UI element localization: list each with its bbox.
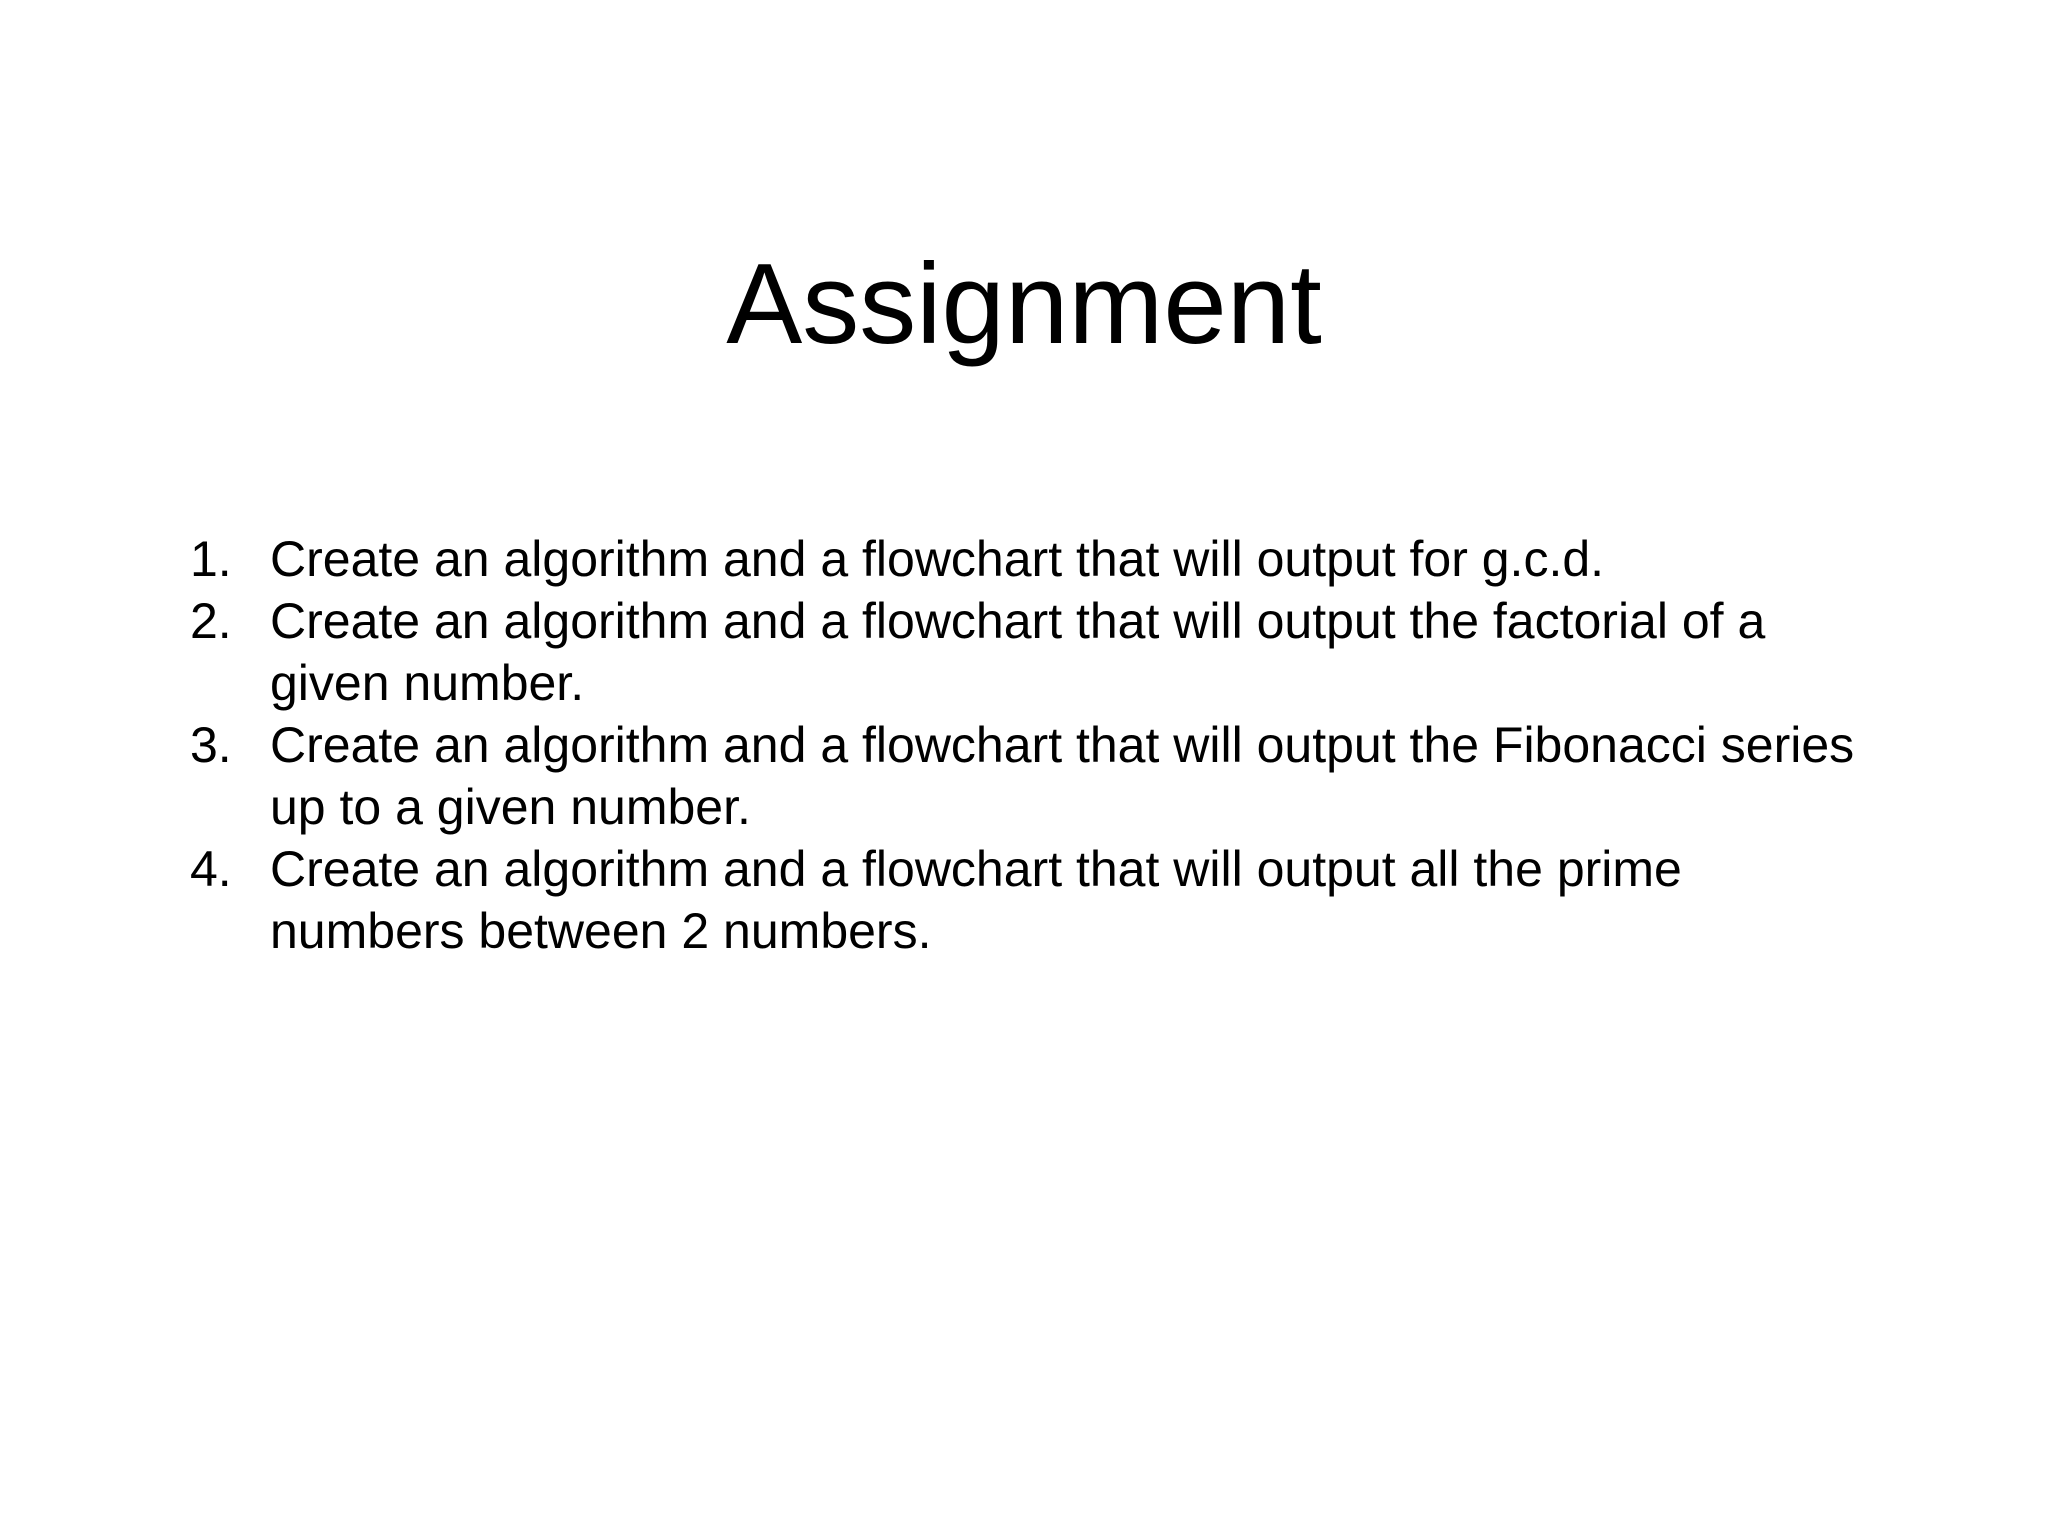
- item-number: 1.: [190, 531, 232, 587]
- list-item: [190, 714, 1870, 838]
- item-text: Create an algorithm and a flowchart that will output the factorial of a given number.: [270, 593, 1766, 711]
- item-text: Create an algorithm and a flowchart that will output for g.c.d.: [270, 531, 1605, 587]
- assignment-list: [190, 528, 1870, 962]
- list-item: [190, 528, 1870, 590]
- list-item: [190, 590, 1870, 714]
- item-text: Create an algorithm and a flowchart that will output the Fibonacci series up to a given number.: [270, 717, 1855, 835]
- item-text: Create an algorithm and a flowchart that will output all the prime numbers between 2 numbers.: [270, 841, 1682, 959]
- list-item: [190, 838, 1870, 962]
- item-number: 3.: [190, 717, 232, 773]
- item-number: 2.: [190, 593, 232, 649]
- item-number: 4.: [190, 841, 232, 897]
- slide-title: Assignment: [726, 241, 1322, 368]
